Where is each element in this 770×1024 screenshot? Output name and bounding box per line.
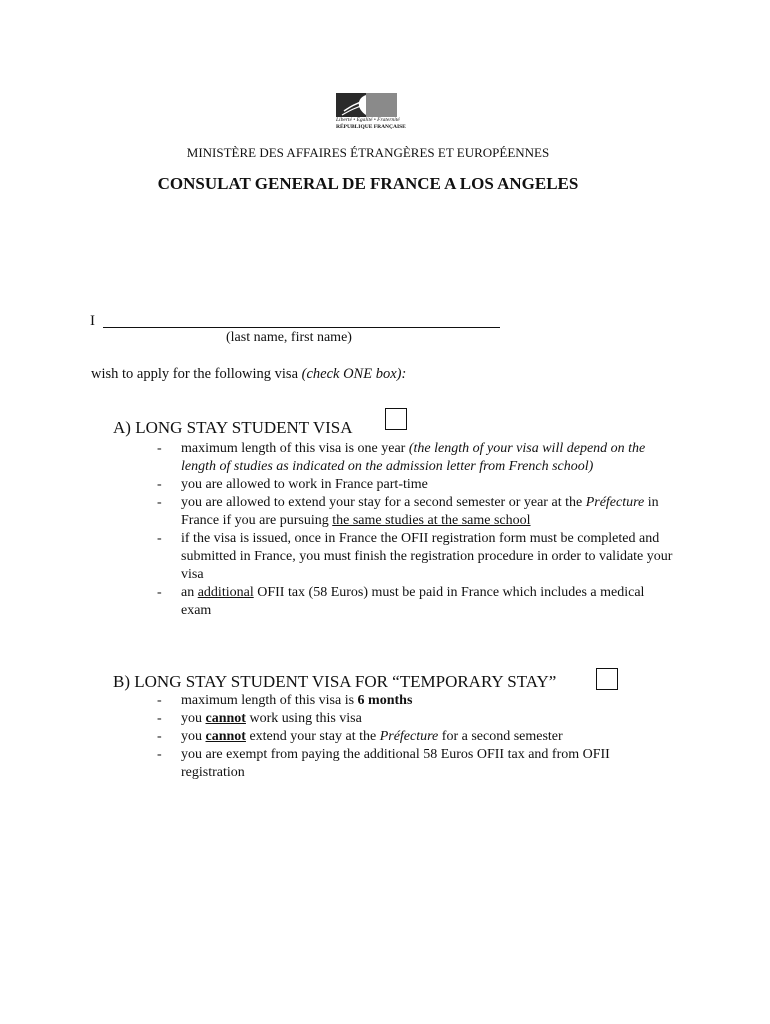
list-item: - you are allowed to work in France part-time	[157, 477, 428, 492]
logo-republique: RÉPUBLIQUE FRANÇAISE	[336, 124, 406, 130]
list-item: - you cannot extend your stay at the Préfecture for a second semester	[157, 729, 563, 744]
list-item: - maximum length of this visa is one year (the length of your visa will depend on the length of studies as indicated on the admission letter from French school)	[157, 441, 646, 474]
list-item: - an additional OFII tax (58 Euros) must be paid in France which includes a medical exam	[157, 585, 645, 618]
intro-main: wish to apply for the following visa	[91, 366, 302, 382]
section-b-checkbox[interactable]	[596, 668, 618, 690]
list-item: - you cannot work using this visa	[157, 711, 362, 726]
republique-francaise-logo	[336, 93, 406, 135]
consulat-heading: CONSULAT GENERAL DE FRANCE A LOS ANGELES	[157, 174, 579, 193]
applicant-name-field[interactable]	[103, 327, 500, 328]
logo-motto: Liberté • Égalité • Fraternité	[336, 117, 400, 123]
intro-hint: (check ONE box):	[301, 366, 407, 382]
marianne-logo-icon	[336, 93, 397, 117]
section-b-title: B) LONG STAY STUDENT VISA FOR “TEMPORARY STAY”	[113, 672, 557, 691]
applicant-name-caption: (last name, first name)	[226, 330, 352, 345]
section-a-checkbox[interactable]	[385, 408, 407, 430]
ministry-heading: MINISTÈRE DES AFFAIRES ÉTRANGÈRES ET EUROPÉENNES	[186, 145, 550, 160]
section-b-bullets	[157, 692, 657, 782]
intro-text	[91, 366, 406, 383]
applicant-prefix: I	[90, 313, 95, 329]
list-item: - if the visa is issued, once in France the OFII registration form must be completed and submitted in France, you must finish the registration procedure in order to validate your visa	[157, 531, 673, 582]
section-a-bullets	[157, 440, 677, 620]
list-item: - maximum length of this visa is 6 months	[157, 693, 413, 708]
list-item: - you are exempt from paying the additional 58 Euros OFII tax and from OFII registration	[157, 747, 610, 780]
list-item: - you are allowed to extend your stay for a second semester or year at the Préfecture in France if you are pursuing the same studies at the same school	[157, 495, 659, 528]
section-a-title: A) LONG STAY STUDENT VISA	[113, 418, 353, 437]
